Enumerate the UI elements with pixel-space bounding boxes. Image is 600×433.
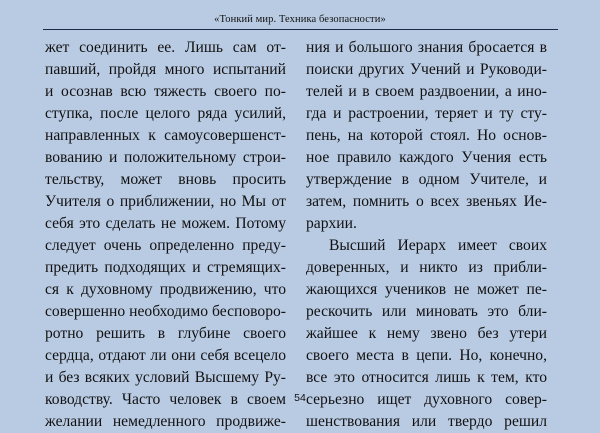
text-line: сердца, отдают ли они себя всецело	[45, 347, 286, 364]
text-line: ся к духовному продвижению, что	[45, 281, 286, 298]
text-line: жайшее к нему звено без утери	[306, 325, 547, 342]
text-line: рархии.	[306, 215, 357, 232]
right-text-column	[306, 37, 547, 433]
text-line: своего места в цепи. Но, конечно,	[306, 347, 547, 364]
text-line: направленных к самоусовершенст-	[45, 127, 286, 144]
text-line: предить подходящих и стремящих-	[45, 259, 286, 276]
text-line: все это относится лишь к тем, кто	[306, 369, 547, 386]
text-line: рескочить или миновать это бли-	[306, 303, 547, 320]
header-rule	[43, 29, 558, 30]
text-line: доверенных, и никто из прибли-	[306, 259, 547, 276]
text-line: телей и в своем раздвоении, а ино-	[306, 83, 547, 100]
text-line: ководству. Часто человек в своем	[45, 391, 286, 408]
text-line: ния и большого знания бросается в	[306, 39, 547, 56]
text-line: пень, на которой стоял. Но основ-	[306, 127, 547, 144]
text-line: желании немедленного продвиже-	[45, 413, 286, 430]
text-line: утверждение в одном Учителе, и	[306, 171, 547, 188]
text-line: следует очень определенно преду-	[45, 237, 286, 254]
running-header: «Тонкий мир. Техника безопасности»	[214, 14, 386, 25]
page-number: 54	[294, 392, 306, 404]
text-line: шенствования или твердо решил	[306, 413, 547, 430]
text-line: ное правило каждого Учения есть	[306, 149, 547, 166]
text-line: гда и растроении, теряет и ту сту-	[306, 105, 547, 122]
text-line: тельству, может вновь просить	[45, 171, 286, 188]
text-line: совершенно необходимо бесповоро-	[45, 303, 286, 320]
text-line: и без всяких условий Высшему Ру-	[45, 369, 286, 386]
text-line: ротно решить в глубине своего	[45, 325, 286, 342]
left-text-column	[45, 37, 286, 433]
text-line: и осознав всю тяжесть своего по-	[45, 83, 286, 100]
text-line: Высший Иерарх имеет своих	[329, 237, 547, 254]
text-line: затем, помнить о всех звеньях Ие-	[306, 193, 547, 210]
text-line: поиски других Учений и Руководи-	[306, 61, 547, 78]
text-line: Учителя о приближении, но Мы от	[45, 193, 286, 210]
text-line: жет соединить ее. Лишь сам от-	[45, 39, 286, 56]
text-line: себя это сделать не можем. Потому	[45, 215, 286, 232]
text-line: вованию и положительному строи-	[45, 149, 286, 166]
text-line: серьезно ищет духовного совер-	[306, 391, 547, 408]
text-line: жающихся учеников не может пе-	[306, 281, 547, 298]
text-line: ступка, после целого ряда усилий,	[45, 105, 286, 122]
text-line: павший, пройдя много испытаний	[45, 61, 286, 78]
